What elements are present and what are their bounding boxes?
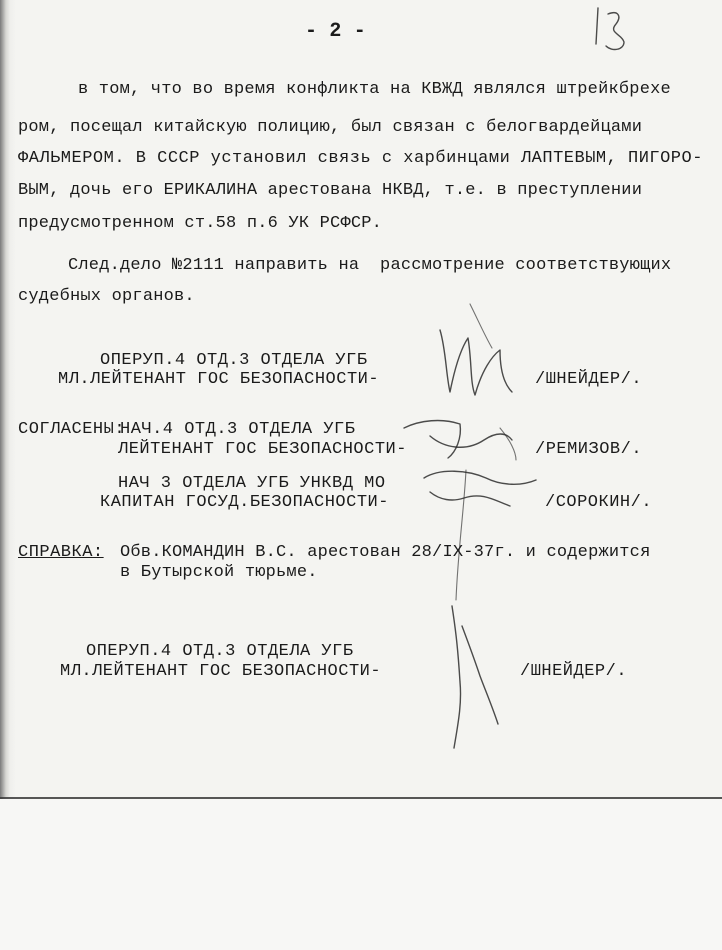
- body-line-5: предусмотренном ст.58 п.6 УК РСФСР.: [18, 214, 383, 233]
- signature-1-title-line-1: ОПЕРУП.4 ОТД.3 ОТДЕЛА УГБ: [100, 351, 368, 370]
- signature-3-title-line-2: КАПИТАН ГОСУД.БЕЗОПАСНОСТИ-: [100, 493, 389, 512]
- signature-4-name: /ШНЕЙДЕР/.: [520, 662, 628, 681]
- signature-2-title-line-2: ЛЕЙТЕНАНТ ГОС БЕЗОПАСНОСТИ-: [118, 440, 407, 459]
- body-line-6: След.дело №2111 направить на рассмотрение соответствующих: [68, 256, 672, 275]
- reference-line-1: Обв.КОМАНДИН В.С. арестован 28/IX-37г. и содержится: [120, 543, 651, 562]
- body-line-1: в том, что во время конфликта на КВЖД являлся штрейкбрехе: [78, 80, 671, 99]
- page-number: - 2 -: [305, 20, 367, 43]
- blank-lower-page: [0, 799, 722, 950]
- signature-3-handwriting: [424, 470, 536, 600]
- signature-1-name: /ШНЕЙДЕР/.: [535, 370, 643, 389]
- signature-3-name: /СОРОКИН/.: [545, 493, 653, 512]
- signature-3-title-line-1: НАЧ 3 ОТДЕЛА УГБ УНКВД МО: [118, 474, 386, 493]
- signature-2-title-line-1: НАЧ.4 ОТД.3 ОТДЕЛА УГБ: [120, 420, 356, 439]
- signature-1-handwriting: [440, 304, 512, 395]
- agreed-label: СОГЛАСЕНЫ:: [18, 420, 126, 439]
- signature-2-handwriting: [404, 421, 516, 460]
- reference-line-2: в Бутырской тюрьме.: [120, 563, 318, 582]
- handwritten-page-mark: [596, 8, 624, 49]
- signature-2-name: /РЕМИЗОВ/.: [535, 440, 643, 459]
- body-line-7: судебных органов.: [18, 287, 195, 306]
- reference-label: СПРАВКА:: [18, 543, 104, 562]
- signature-4-title-line-2: МЛ.ЛЕЙТЕНАНТ ГОС БЕЗОПАСНОСТИ-: [60, 662, 382, 681]
- body-line-2: ром, посещал китайскую полицию, был связан с белогвардейцами: [18, 118, 643, 137]
- signature-4-handwriting: [452, 606, 498, 748]
- signature-1-title-line-2: МЛ.ЛЕЙТЕНАНТ ГОС БЕЗОПАСНОСТИ-: [58, 370, 380, 389]
- signature-4-title-line-1: ОПЕРУП.4 ОТД.3 ОТДЕЛА УГБ: [86, 642, 354, 661]
- body-line-3: ФАЛЬМЕРОМ. В СССР установил связь с харбинцами ЛАПТЕВЫМ, ПИГОРО-: [18, 149, 703, 168]
- body-line-4: ВЫМ, дочь его ЕРИКАЛИНА арестована НКВД, т.е. в преступлении: [18, 181, 643, 200]
